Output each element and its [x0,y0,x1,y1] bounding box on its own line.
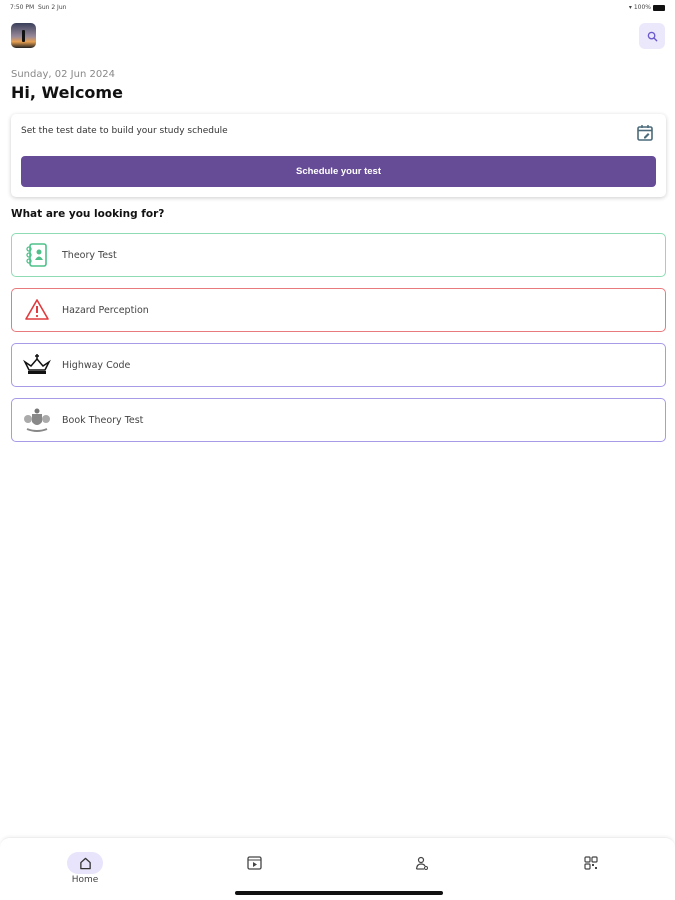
search-button[interactable] [639,23,665,49]
wifi-icon: ▾ [628,4,632,11]
option-hazard-perception[interactable] [11,288,666,332]
warning-triangle-icon [24,298,50,322]
nav-tab-videos[interactable] [234,852,274,874]
schedule-message: Set the test date to build your study schedule [21,126,228,136]
option-label: Theory Test [62,249,117,261]
battery-icon [653,5,665,11]
home-icon [79,857,92,870]
battery-percent: 100% [633,4,651,11]
nav-tab-profile[interactable] [402,852,442,874]
nav-tab-label: Home [71,875,99,885]
page-title: Hi, Welcome [11,83,123,102]
schedule-test-button[interactable]: Schedule your test [21,156,656,187]
grid-icon [584,856,598,870]
current-date: Sunday, 02 Jun 2024 [11,69,115,80]
calendar-edit-icon[interactable] [636,124,654,142]
home-indicator [235,891,443,895]
status-bar [10,4,665,14]
option-label: Hazard Perception [62,304,149,316]
crown-icon [22,354,52,376]
avatar[interactable] [11,23,36,48]
nav-tab-home[interactable] [65,852,105,885]
option-theory-test[interactable] [11,233,666,277]
search-icon [647,31,658,42]
option-book-theory-test[interactable] [11,398,666,442]
section-title: What are you looking for? [11,208,165,220]
nav-tab-more[interactable] [571,852,611,874]
user-icon [415,856,429,870]
contact-book-icon [25,242,49,268]
option-highway-code[interactable] [11,343,666,387]
status-date: Sun 2 Jun [38,4,67,11]
status-time: 7:50 PM [10,4,35,11]
schedule-card [11,114,666,197]
coat-of-arms-icon [23,407,51,433]
option-label: Highway Code [62,359,131,371]
option-label: Book Theory Test [62,414,144,426]
video-icon [247,856,262,870]
